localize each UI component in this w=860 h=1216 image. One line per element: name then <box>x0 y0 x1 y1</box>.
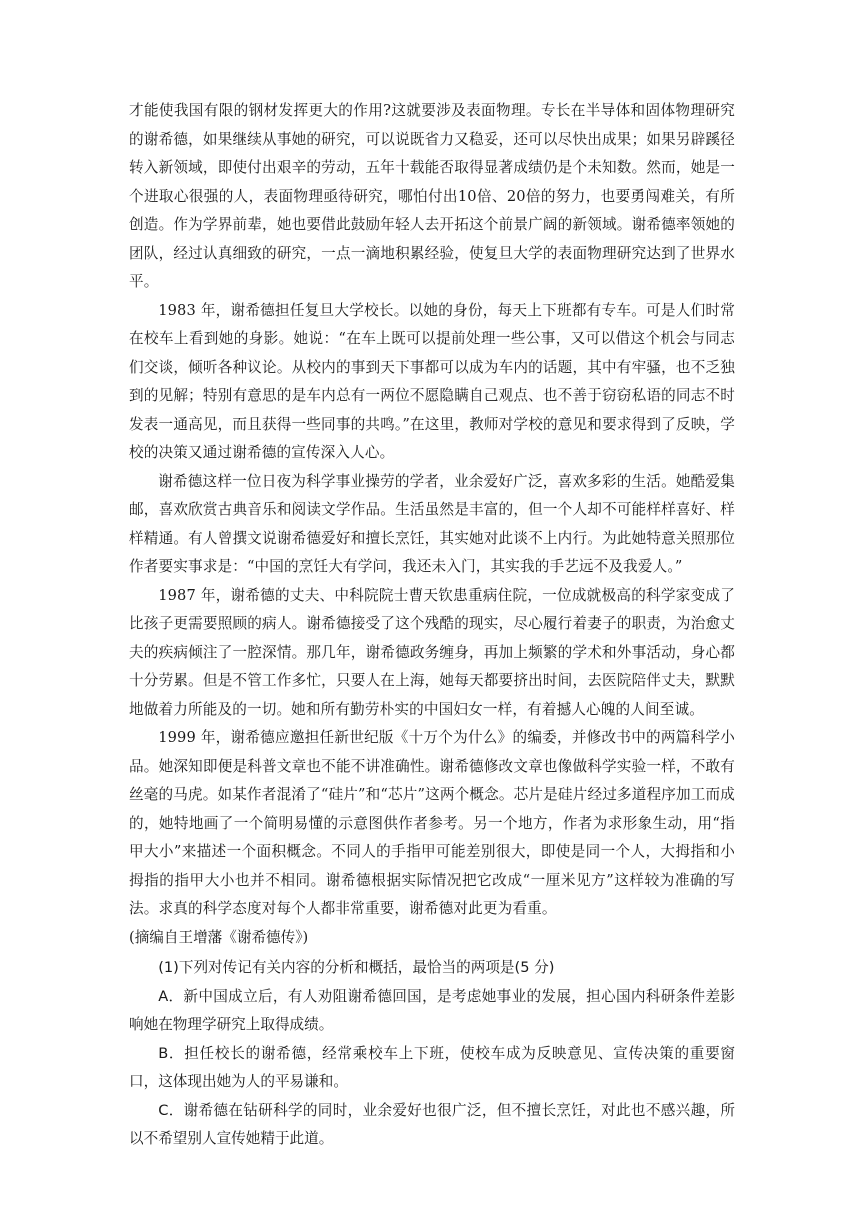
paragraph-4: 1987 年，谢希德的丈夫、中科院院士曹天钦患重病住院，一位成就极高的科学家变成了比孩子更需要照顾的病人。谢希德接受了这个残酷的现实，尽心履行着妻子的职责，为治愈丈夫的疾病倾注了一腔深情。那几年，谢希德政务缠身，再加上频繁的学术和外事活动，身心都十分劳累。但是不管工作多忙，只要人在上海，她每天都要挤出时间，去医院陪伴丈夫，默默地做着力所能及的一切。她和所有勤劳朴实的中国妇女一样，有着撼人心魄的人间至诚。 <box>129 586 735 718</box>
paragraph-5: 1999 年，谢希德应邀担任新世纪版《十万个为什么》的编委，并修改书中的两篇科学小品。她深知即便是科普文章也不能不讲准确性。谢希德修改文章也像做科学实验一样，不敢有丝毫的马虎。如某作者混淆了“硅片”和“芯片”这两个概念。芯片是硅片经过多道程序加工而成的，她特地画了一个简明易懂的示意图供作者参考。另一个地方，作者为求形象生动，用“指甲大小”来描述一个面积概念。不同人的手指甲可能差别很大，即使是同一个人，大拇指和小拇指的指甲大小也并不相同。谢希德根据实际情况把它改成“一厘米见方”这样较为准确的写法。求真的科学态度对每个人都非常重要，谢希德对此更为看重。 <box>129 729 735 917</box>
document-page <box>129 97 735 1154</box>
source-citation: (摘编自王增藩《谢希德传》) <box>129 928 309 946</box>
question-stem: (1)下列对传记有关内容的分析和概括，最恰当的两项是(5 分) <box>158 959 555 976</box>
paragraph-2: 1983 年，谢希德担任复旦大学校长。以她的身份，每天上下班都有专车。可是人们时常在校车上看到她的身影。她说：“在车上既可以提前处理一些公事，又可以借这个机会与同志们交谈，倾听各种议论。从校内的事到天下事都可以成为车内的话题，其中有牢骚，也不乏独到的见解；特别有意思的是车内总有一两位不愿隐瞒自己观点、也不善于窃窃私语的同志不时发表一通高见，而且获得一些同事的共鸣。”在这里，教师对学校的意见和要求得到了反映，学校的决策又通过谢希德的宣传深入人心。 <box>129 301 735 461</box>
option-b: B．担任校长的谢希德，经常乘校车上下班，使校车成为反映意见、宣传决策的重要窗口，这体现出她为人的平易谦和。 <box>129 1044 735 1090</box>
option-a: A．新中国成立后，有人劝阻谢希德回国，是考虑她事业的发展，担心国内科研条件差影响她在物理学研究上取得成绩。 <box>129 987 735 1033</box>
option-c: C．谢希德在钻研科学的同时，业余爱好也很广泛，但不擅长烹饪，对此也不感兴趣，所以不希望别人宣传她精于此道。 <box>129 1101 735 1147</box>
paragraph-1: 才能使我国有限的钢材发挥更大的作用?这就要涉及表面物理。专长在半导体和固体物理研究的谢希德，如果继续从事她的研究，可以说既省力又稳妥，还可以尽快出成果；如果另辟蹊径转入新领域，即使付出艰辛的劳动，五年十载能否取得显著成绩仍是个未知数。然而，她是一个进取心很强的人，表面物理亟待研究，哪怕付出10倍、20倍的努力，也要勇闯难关，有所创造。作为学界前辈，她也要借此鼓励年轻人去开拓这个前景广阔的新领域。谢希德率领她的团队，经过认真细致的研究，一点一滴地积累经验，使复旦大学的表面物理研究达到了世界水平。 <box>129 102 735 290</box>
paragraph-3: 谢希德这样一位日夜为科学事业操劳的学者，业余爱好广泛，喜欢多彩的生活。她酷爱集邮，喜欢欣赏古典音乐和阅读文学作品。生活虽然是丰富的，但一个人却不可能样样喜好、样样精通。有人曾撰文说谢希德爱好和擅长烹饪，其实她对此谈不上内行。为此她特意关照那位作者要实事求是：“中国的烹饪大有学问，我还未入门，其实我的手艺远不及我爱人。” <box>129 472 735 575</box>
